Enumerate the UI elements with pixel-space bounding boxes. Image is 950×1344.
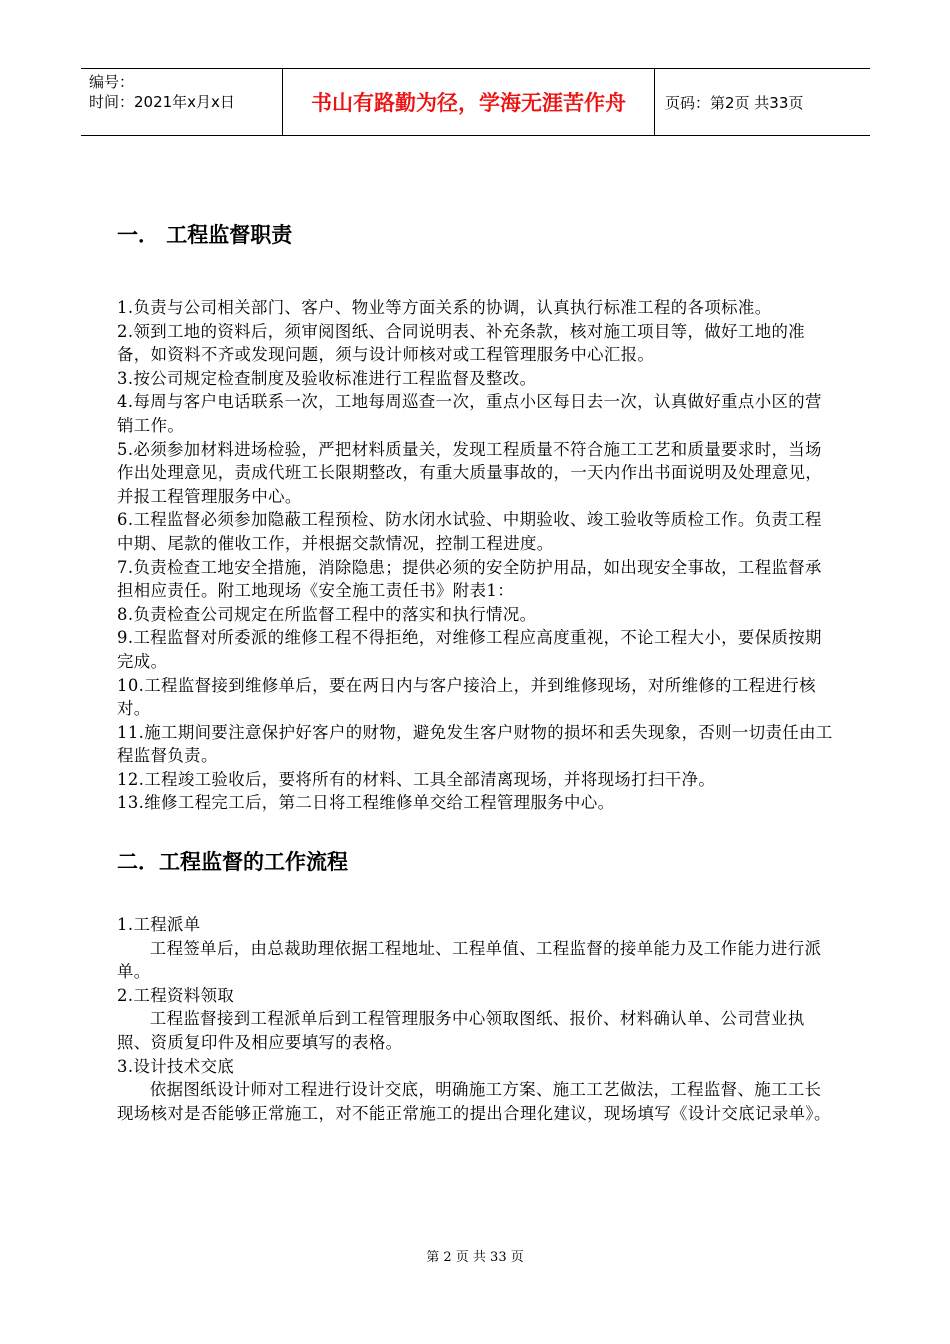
list-item: 11.施工期间要注意保护好客户的财物，避免发生客户财物的损坏和丢失现象，否则一切责任由工程监督负责。 bbox=[117, 722, 833, 766]
document-body bbox=[117, 220, 837, 1125]
section1-list bbox=[117, 296, 837, 815]
list-item: 8.负责检查公司规定在所监督工程中的落实和执行情况。 bbox=[117, 604, 537, 624]
list-item: 7.负责检查工地安全措施，消除隐患；提供必须的安全防护用品，如出现安全事故，工程监督承担相应责任。附工地现场《安全施工责任书》附表1： bbox=[117, 557, 822, 601]
header-page-info: 页码：第2页 共33页 bbox=[665, 93, 804, 112]
step-heading: 2.工程资料领取 bbox=[117, 985, 235, 1005]
list-item: 2.领到工地的资料后，须审阅图纸、合同说明表、补充条款，核对施工项目等，做好工地的准备，如资料不齐或发现问题，须与设计师核对或工程管理服务中心汇报。 bbox=[117, 321, 806, 365]
step-body: 工程签单后，由总裁助理依据工程地址、工程单值、工程监督的接单能力及工作能力进行派单。 bbox=[117, 938, 822, 982]
section2-steps bbox=[117, 913, 837, 1125]
section2-title: 二．工程监督的工作流程 bbox=[117, 849, 348, 875]
list-item: 6.工程监督必须参加隐蔽工程预检、防水闭水试验、中期验收、竣工验收等质检工作。负责工程中期、尾款的催收工作，并根据交款情况，控制工程进度。 bbox=[117, 510, 822, 553]
step-heading: 3.设计技术交底 bbox=[117, 1056, 235, 1076]
list-item: 1.负责与公司相关部门、客户、物业等方面关系的协调，认真执行标准工程的各项标准。 bbox=[117, 298, 772, 317]
page-header bbox=[81, 68, 870, 136]
list-item: 4.每周与客户电话联系一次，工地每周巡查一次，重点小区每日去一次，认真做好重点小区的营销工作。 bbox=[117, 392, 822, 435]
step-body: 依据图纸设计师对工程进行设计交底，明确施工方案、施工工艺做法，工程监督、施工工长现场核对是否能够正常施工，对不能正常施工的提出合理化建议，现场填写《设计交底记录单》。 bbox=[117, 1080, 831, 1123]
list-item: 3.按公司规定检查制度及验收标准进行工程监督及整改。 bbox=[117, 368, 537, 388]
header-motto: 书山有路勤为径，学海无涯苦作舟 bbox=[283, 69, 655, 135]
list-item: 5.必须参加材料进场检验，严把材料质量关，发现工程质量不符合施工工艺和质量要求时，当场作出处理意见，责成代班工长限期整改，有重大质量事故的，一天内作出书面说明及处理意见，并报工程管理服务中心。 bbox=[117, 439, 823, 506]
page-footer: 第 2 页 共 33 页 bbox=[426, 1250, 524, 1265]
header-meta bbox=[81, 69, 283, 135]
section1-title: 一． 工程监督职责 bbox=[117, 222, 293, 247]
step-body: 工程监督接到工程派单后到工程管理服务中心领取图纸、报价、材料确认单、公司营业执照、资质复印件及相应要填写的表格。 bbox=[117, 1009, 805, 1053]
list-item: 12.工程竣工验收后，要将所有的材料、工具全部清离现场，并将现场打扫干净。 bbox=[117, 769, 716, 789]
time-label: 时间：2021年x月x日 bbox=[89, 93, 235, 111]
list-item: 10.工程监督接到维修单后，要在两日内与客户接洽上，并到维修现场，对所维修的工程进行核对。 bbox=[117, 675, 816, 719]
list-item: 9.工程监督对所委派的维修工程不得拒绝，对维修工程应高度重视，不论工程大小，要保质按期完成。 bbox=[117, 628, 822, 671]
step-heading: 1.工程派单 bbox=[117, 915, 201, 935]
number-label: 编号： bbox=[89, 73, 135, 91]
list-item: 13.维修工程完工后，第二日将工程维修单交给工程管理服务中心。 bbox=[117, 793, 615, 813]
